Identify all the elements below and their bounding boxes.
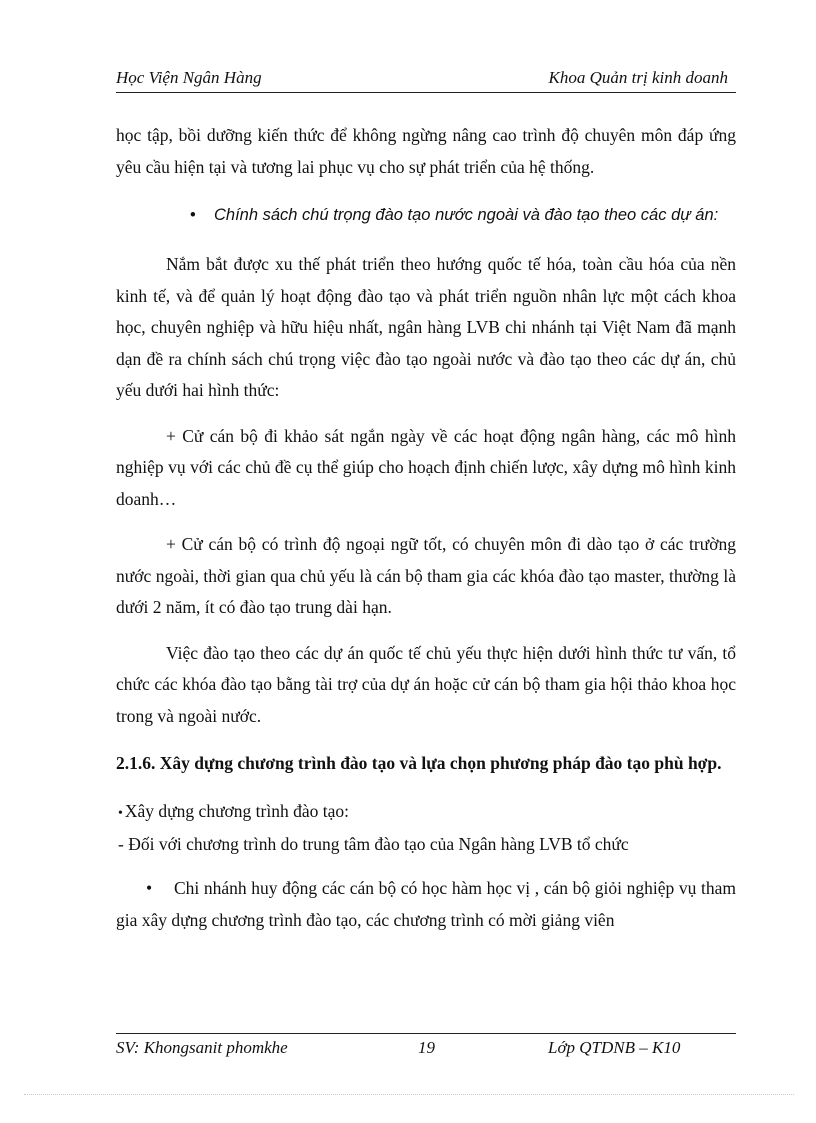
paragraph-5: Việc đào tạo theo các dự án quốc tế chủ yếu thực hiện dưới hình thức tư vấn, tổ chức các khóa đào tạo bằng tài trợ của dự án hoặc cử cán bộ tham gia hội thảo khoa học trong và ngoài nước. [116, 642, 736, 726]
paragraph-4: + Cử cán bộ có trình độ ngoại ngữ tốt, có chuyên môn đi dào tạo ở các trường nước ngoài, thời gian qua chủ yếu là cán bộ tham gia các khóa đào tạo master, thường là dưới 2 năm, ít có đào tạo trung dài hạn. [116, 534, 736, 617]
header-institution: Học Viện Ngân Hàng [116, 68, 262, 87]
header-faculty: Khoa Quản trị kinh doanh [548, 68, 728, 87]
paragraph-6 [116, 873, 736, 936]
page-footer [116, 1033, 736, 1064]
training-program-bullet [118, 796, 736, 829]
training-program-text: Xây dựng chương trình đào tạo: [124, 801, 349, 821]
bullet-icon: • [190, 206, 196, 224]
footer-class: Lớp QTDNB – K10 [548, 1038, 681, 1057]
policy-bullet-text: Chính sách chú trọng đào tạo nước ngoài và đào tạo theo các dự án: [214, 206, 719, 224]
section-heading: 2.1.6. Xây dựng chương trình đào tạo và lựa chọn phương pháp đào tạo phù hợp. [116, 753, 722, 773]
page-header [116, 66, 736, 93]
bullet-icon: • [146, 878, 153, 898]
paragraph-3: + Cử cán bộ đi khảo sát ngắn ngày về các hoạt động ngân hàng, các mô hình nghiệp vụ với các chủ đề cụ thể giúp cho hoạch định chiến lược, xây dựng mô hình kinh doanh… [116, 425, 736, 509]
page-body [116, 120, 736, 950]
paragraph-2: Nắm bắt được xu thế phát triển theo hướng quốc tế hóa, toàn cầu hóa của nền kinh tế, và để quản lý hoạt động đào tạo và phát triển nguồn nhân lực một cách khoa học, chuyên nghiệp và hữu hiệu nhất, ngân hàng LVB chi nhánh tại Việt Nam đã mạnh dạn đề ra chính sách chú trọng việc đào tạo ngoài nước và đào tạo theo các dự án, chủ yếu dưới hai hình thức: [116, 254, 736, 400]
page-edge-divider [24, 1094, 794, 1095]
bullet-icon: • [118, 806, 123, 821]
policy-bullet [116, 197, 736, 233]
footer-student: SV: Khongsanit phomkhe [116, 1038, 288, 1057]
paragraph-6-text: Chi nhánh huy động các cán bộ có học hàm học vị , cán bộ giỏi nghiệp vụ tham gia xây dựng chương trình đào tạo, các chương trình có mời giảng viên [116, 878, 736, 930]
paragraph-1: học tập, bồi dưỡng kiến thức để không ngừng nâng cao trình độ chuyên môn đáp ứng yêu cầu hiện tại và tương lai phục vụ cho sự phát triển của hệ thống. [116, 125, 736, 177]
dash-item: - Đối với chương trình do trung tâm đào tạo của Ngân hàng LVB tổ chức [118, 834, 629, 854]
page-number: 19 [418, 1038, 435, 1057]
